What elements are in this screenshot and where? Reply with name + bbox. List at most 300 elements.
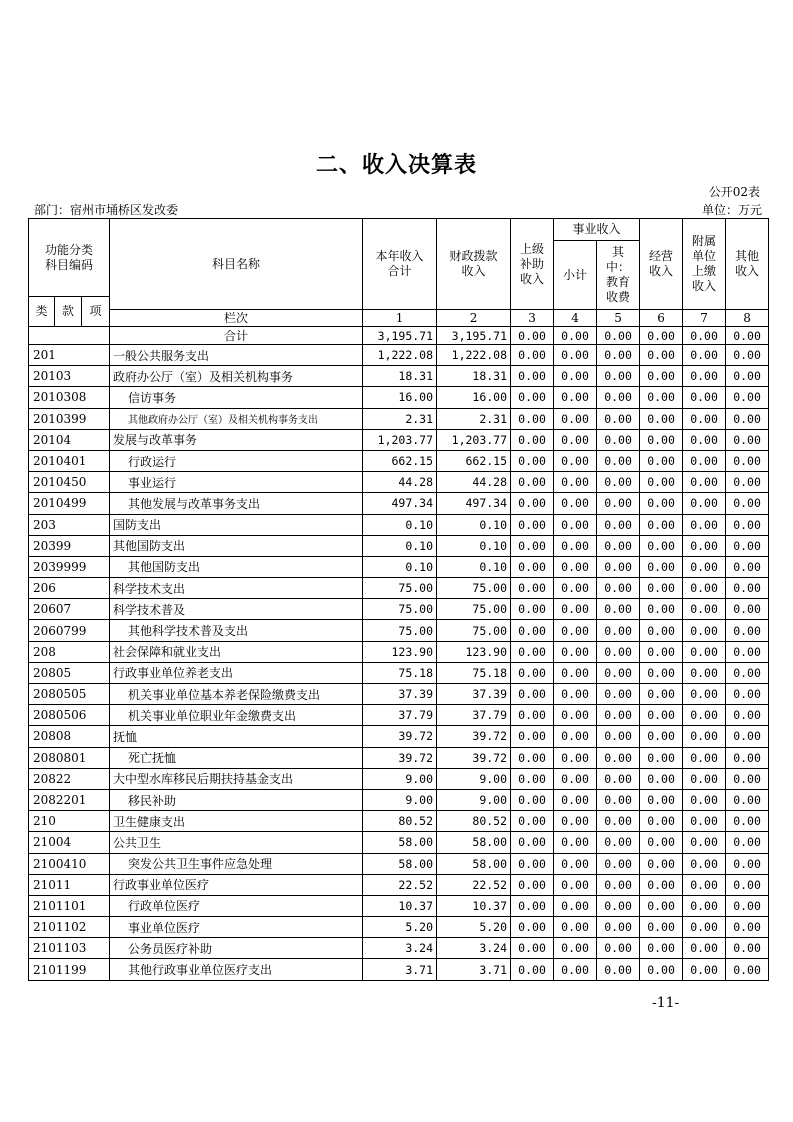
page-title: 二、收入决算表 [315,153,477,178]
row-zero-value: 0.00 [726,450,769,471]
row-total-income: 0.10 [363,556,437,577]
row-zero-value: 0.00 [597,345,640,366]
table-row [29,726,769,747]
row-fiscal-income: 5.20 [437,917,511,938]
row-code: 21004 [29,832,110,853]
row-zero-value: 0.00 [726,959,769,980]
row-zero-value: 0.00 [683,493,726,514]
row-zero-value: 0.00 [726,620,769,641]
row-zero-value: 0.00 [554,768,597,789]
row-subject-name: 其他政府办公厅（室）及相关机构事务支出 [110,408,363,429]
row-total-income: 58.00 [363,832,437,853]
row-zero-value: 0.00 [726,408,769,429]
row-subject-name: 移民补助 [110,789,363,810]
row-zero-value: 0.00 [640,917,683,938]
row-zero-value: 0.00 [683,747,726,768]
row-zero-value: 0.00 [640,662,683,683]
total-value: 0.00 [597,327,640,345]
row-total-income: 497.34 [363,493,437,514]
row-zero-value: 0.00 [554,811,597,832]
row-zero-value: 0.00 [640,684,683,705]
row-code: 20808 [29,726,110,747]
row-zero-value: 0.00 [726,895,769,916]
row-zero-value: 0.00 [511,705,554,726]
total-code-cell [29,327,110,345]
row-zero-value: 0.00 [597,514,640,535]
row-zero-value: 0.00 [597,684,640,705]
row-zero-value: 0.00 [597,874,640,895]
row-zero-value: 0.00 [511,938,554,959]
row-zero-value: 0.00 [511,620,554,641]
row-subject-name: 其他行政事业单位医疗支出 [110,959,363,980]
row-zero-value: 0.00 [597,578,640,599]
header-affiliated [683,219,726,310]
row-code: 2082201 [29,789,110,810]
row-zero-value: 0.00 [554,408,597,429]
row-subject-name: 科学技术普及 [110,599,363,620]
row-fiscal-income: 9.00 [437,768,511,789]
row-fiscal-income: 1,222.08 [437,345,511,366]
row-zero-value: 0.00 [640,493,683,514]
row-code: 20822 [29,768,110,789]
row-zero-value: 0.00 [726,599,769,620]
row-zero-value: 0.00 [726,556,769,577]
row-zero-value: 0.00 [511,917,554,938]
row-zero-value: 0.00 [640,811,683,832]
row-subject-name: 科学技术支出 [110,578,363,599]
table-row [29,917,769,938]
row-subject-name: 行政事业单位医疗 [110,874,363,895]
row-zero-value: 0.00 [511,726,554,747]
row-zero-value: 0.00 [597,366,640,387]
department-label: 部门：宿州市埇桥区发改委 [34,203,179,217]
unit-label: 单位：万元 [701,203,762,217]
row-code: 2010308 [29,387,110,408]
row-total-income: 1,203.77 [363,429,437,450]
row-zero-value: 0.00 [597,705,640,726]
row-total-income: 1,222.08 [363,345,437,366]
header-other [726,219,769,310]
row-zero-value: 0.00 [511,874,554,895]
table-row [29,789,769,810]
row-zero-value: 0.00 [554,493,597,514]
table-row [29,768,769,789]
row-total-income: 75.18 [363,662,437,683]
total-label: 合计 [110,327,363,345]
row-code: 201 [29,345,110,366]
row-zero-value: 0.00 [597,917,640,938]
row-subject-name: 事业运行 [110,472,363,493]
row-zero-value: 0.00 [554,599,597,620]
total-value: 0.00 [554,327,597,345]
total-value: 3,195.71 [437,327,511,345]
row-zero-value: 0.00 [597,472,640,493]
row-zero-value: 0.00 [511,345,554,366]
table-row [29,450,769,471]
row-zero-value: 0.00 [640,726,683,747]
row-zero-value: 0.00 [726,853,769,874]
row-code: 2101103 [29,938,110,959]
row-code: 2039999 [29,556,110,577]
header-total-income-text: 本年收入 合计 [375,249,424,278]
table-row [29,493,769,514]
header-operating-text: 经营 收入 [649,249,674,278]
page-number: -11- [652,995,680,1011]
col-num: 2 [437,310,511,327]
row-zero-value: 0.00 [726,684,769,705]
row-zero-value: 0.00 [511,832,554,853]
header-business-edu [597,241,640,310]
row-zero-value: 0.00 [554,641,597,662]
row-zero-value: 0.00 [726,493,769,514]
row-zero-value: 0.00 [683,684,726,705]
table-row [29,556,769,577]
row-zero-value: 0.00 [640,832,683,853]
row-zero-value: 0.00 [511,895,554,916]
row-subject-name: 公务员医疗补助 [110,938,363,959]
row-fiscal-income: 1,203.77 [437,429,511,450]
table-row [29,662,769,683]
row-code: 206 [29,578,110,599]
row-zero-value: 0.00 [511,535,554,556]
header-business-edu-text: 其 中： 教育 收费 [606,245,631,304]
row-subject-name: 卫生健康支出 [110,811,363,832]
row-zero-value: 0.00 [726,535,769,556]
row-zero-value: 0.00 [597,641,640,662]
row-zero-value: 0.00 [597,811,640,832]
row-total-income: 3.24 [363,938,437,959]
row-subject-name: 一般公共服务支出 [110,345,363,366]
row-total-income: 18.31 [363,366,437,387]
row-zero-value: 0.00 [554,535,597,556]
row-zero-value: 0.00 [683,938,726,959]
row-code: 2080505 [29,684,110,705]
row-zero-value: 0.00 [640,472,683,493]
row-zero-value: 0.00 [726,429,769,450]
row-zero-value: 0.00 [554,938,597,959]
row-zero-value: 0.00 [640,874,683,895]
table-row [29,535,769,556]
row-zero-value: 0.00 [683,535,726,556]
row-zero-value: 0.00 [640,387,683,408]
row-zero-value: 0.00 [683,387,726,408]
row-total-income: 44.28 [363,472,437,493]
header-fiscal [437,219,511,310]
row-fiscal-income: 16.00 [437,387,511,408]
row-zero-value: 0.00 [683,472,726,493]
row-fiscal-income: 37.79 [437,705,511,726]
row-subject-name: 社会保障和就业支出 [110,641,363,662]
total-value: 0.00 [726,327,769,345]
row-zero-value: 0.00 [683,366,726,387]
row-zero-value: 0.00 [640,768,683,789]
header-business: 事业收入 [554,219,640,241]
table-row [29,895,769,916]
row-zero-value: 0.00 [597,768,640,789]
row-zero-value: 0.00 [597,747,640,768]
row-code: 2101102 [29,917,110,938]
row-zero-value: 0.00 [511,811,554,832]
row-zero-value: 0.00 [726,789,769,810]
row-subject-name: 行政单位医疗 [110,895,363,916]
row-code: 2010401 [29,450,110,471]
header-superior [511,219,554,310]
table-row [29,874,769,895]
row-zero-value: 0.00 [554,366,597,387]
row-code: 210 [29,811,110,832]
row-zero-value: 0.00 [554,874,597,895]
row-zero-value: 0.00 [511,641,554,662]
row-total-income: 75.00 [363,578,437,599]
row-zero-value: 0.00 [683,917,726,938]
header-fiscal-text: 财政拨款 收入 [449,249,498,278]
row-zero-value: 0.00 [683,811,726,832]
row-code: 2080801 [29,747,110,768]
row-zero-value: 0.00 [683,408,726,429]
row-zero-value: 0.00 [554,917,597,938]
row-code: 20399 [29,535,110,556]
header-kuan: 款 [55,297,82,327]
row-code: 20103 [29,366,110,387]
header-operating [640,219,683,310]
row-subject-name: 行政运行 [110,450,363,471]
row-zero-value: 0.00 [597,938,640,959]
row-zero-value: 0.00 [597,450,640,471]
row-zero-value: 0.00 [511,514,554,535]
row-fiscal-income: 58.00 [437,832,511,853]
row-zero-value: 0.00 [511,662,554,683]
row-zero-value: 0.00 [640,789,683,810]
row-fiscal-income: 18.31 [437,366,511,387]
row-total-income: 75.00 [363,599,437,620]
row-total-income: 2.31 [363,408,437,429]
row-zero-value: 0.00 [554,450,597,471]
row-zero-value: 0.00 [597,895,640,916]
row-zero-value: 0.00 [511,684,554,705]
row-zero-value: 0.00 [640,514,683,535]
row-zero-value: 0.00 [597,408,640,429]
row-zero-value: 0.00 [683,599,726,620]
row-subject-name: 机关事业单位基本养老保险缴费支出 [110,684,363,705]
total-value: 0.00 [640,327,683,345]
total-value: 0.00 [511,327,554,345]
row-zero-value: 0.00 [640,556,683,577]
row-subject-name: 其他科学技术普及支出 [110,620,363,641]
row-zero-value: 0.00 [554,472,597,493]
row-total-income: 662.15 [363,450,437,471]
row-zero-value: 0.00 [640,747,683,768]
row-code: 2101101 [29,895,110,916]
row-zero-value: 0.00 [726,938,769,959]
row-zero-value: 0.00 [554,514,597,535]
header-subject-name: 科目名称 [110,219,363,310]
row-zero-value: 0.00 [511,450,554,471]
header-lei: 类 [29,297,55,327]
total-value: 0.00 [683,327,726,345]
row-zero-value: 0.00 [511,429,554,450]
row-subject-name: 大中型水库移民后期扶持基金支出 [110,768,363,789]
row-zero-value: 0.00 [683,429,726,450]
row-zero-value: 0.00 [511,853,554,874]
row-zero-value: 0.00 [726,578,769,599]
row-zero-value: 0.00 [683,959,726,980]
row-total-income: 5.20 [363,917,437,938]
header-func-code [29,219,110,297]
header-func-code-text: 功能分类 科目编码 [45,242,94,272]
table-row [29,578,769,599]
income-table [28,218,769,981]
row-zero-value: 0.00 [726,874,769,895]
row-zero-value: 0.00 [726,345,769,366]
table-row [29,387,769,408]
table-row [29,853,769,874]
row-zero-value: 0.00 [640,705,683,726]
row-code: 21011 [29,874,110,895]
col-num: 7 [683,310,726,327]
table-row [29,832,769,853]
row-fiscal-income: 75.00 [437,578,511,599]
row-zero-value: 0.00 [511,556,554,577]
row-zero-value: 0.00 [640,620,683,641]
row-zero-value: 0.00 [554,578,597,599]
table-row [29,811,769,832]
header-total-income [363,219,437,310]
header-lanci: 栏次 [110,310,363,327]
row-zero-value: 0.00 [683,578,726,599]
row-zero-value: 0.00 [683,450,726,471]
row-zero-value: 0.00 [554,345,597,366]
col-num: 1 [363,310,437,327]
header-xiang: 项 [82,297,110,327]
table-row [29,599,769,620]
row-zero-value: 0.00 [597,959,640,980]
row-zero-value: 0.00 [511,408,554,429]
row-fiscal-income: 0.10 [437,556,511,577]
row-zero-value: 0.00 [511,387,554,408]
row-zero-value: 0.00 [554,832,597,853]
row-zero-value: 0.00 [683,641,726,662]
row-zero-value: 0.00 [683,345,726,366]
row-zero-value: 0.00 [683,832,726,853]
table-row [29,514,769,535]
row-fiscal-income: 3.24 [437,938,511,959]
row-subject-name: 国防支出 [110,514,363,535]
row-fiscal-income: 3.71 [437,959,511,980]
row-fiscal-income: 123.90 [437,641,511,662]
total-value: 3,195.71 [363,327,437,345]
row-subject-name: 事业单位医疗 [110,917,363,938]
row-zero-value: 0.00 [597,620,640,641]
col-num: 6 [640,310,683,327]
row-code: 2010450 [29,472,110,493]
row-code: 2060799 [29,620,110,641]
row-zero-value: 0.00 [554,684,597,705]
table-row [29,366,769,387]
row-zero-value: 0.00 [597,493,640,514]
row-zero-value: 0.00 [640,408,683,429]
row-zero-value: 0.00 [683,620,726,641]
header-superior-text: 上级 补助 收入 [520,241,545,286]
row-zero-value: 0.00 [683,895,726,916]
row-zero-value: 0.00 [640,853,683,874]
table-row [29,705,769,726]
row-code: 203 [29,514,110,535]
row-fiscal-income: 0.10 [437,514,511,535]
row-zero-value: 0.00 [597,726,640,747]
row-zero-value: 0.00 [511,493,554,514]
row-zero-value: 0.00 [511,599,554,620]
row-subject-name: 其他国防支出 [110,556,363,577]
row-zero-value: 0.00 [683,789,726,810]
row-zero-value: 0.00 [726,366,769,387]
row-fiscal-income: 75.18 [437,662,511,683]
row-zero-value: 0.00 [511,747,554,768]
row-zero-value: 0.00 [640,938,683,959]
header-other-text: 其他 收入 [735,249,760,278]
row-zero-value: 0.00 [554,705,597,726]
row-fiscal-income: 58.00 [437,853,511,874]
table-row [29,684,769,705]
row-zero-value: 0.00 [597,599,640,620]
row-zero-value: 0.00 [511,472,554,493]
row-total-income: 0.10 [363,514,437,535]
row-zero-value: 0.00 [640,599,683,620]
row-fiscal-income: 10.37 [437,895,511,916]
row-fiscal-income: 44.28 [437,472,511,493]
row-zero-value: 0.00 [683,662,726,683]
row-zero-value: 0.00 [726,662,769,683]
row-zero-value: 0.00 [683,514,726,535]
row-zero-value: 0.00 [640,366,683,387]
row-total-income: 0.10 [363,535,437,556]
row-zero-value: 0.00 [511,768,554,789]
row-fiscal-income: 75.00 [437,599,511,620]
row-fiscal-income: 37.39 [437,684,511,705]
header-affiliated-text: 附属 单位 上缴 收入 [692,234,717,293]
row-total-income: 9.00 [363,768,437,789]
row-total-income: 123.90 [363,641,437,662]
table-row [29,959,769,980]
table-row [29,620,769,641]
row-zero-value: 0.00 [554,726,597,747]
row-zero-value: 0.00 [554,556,597,577]
row-zero-value: 0.00 [511,959,554,980]
row-code: 2010399 [29,408,110,429]
row-zero-value: 0.00 [726,641,769,662]
row-zero-value: 0.00 [640,641,683,662]
table-row [29,472,769,493]
row-zero-value: 0.00 [726,726,769,747]
row-code: 208 [29,641,110,662]
row-total-income: 37.39 [363,684,437,705]
row-subject-name: 机关事业单位职业年金缴费支出 [110,705,363,726]
row-total-income: 3.71 [363,959,437,980]
row-total-income: 39.72 [363,726,437,747]
row-total-income: 9.00 [363,789,437,810]
row-total-income: 58.00 [363,853,437,874]
row-zero-value: 0.00 [640,959,683,980]
col-num: 4 [554,310,597,327]
row-zero-value: 0.00 [726,832,769,853]
row-zero-value: 0.00 [597,429,640,450]
row-total-income: 37.79 [363,705,437,726]
row-zero-value: 0.00 [554,789,597,810]
row-zero-value: 0.00 [554,620,597,641]
table-row [29,747,769,768]
row-total-income: 39.72 [363,747,437,768]
row-zero-value: 0.00 [597,832,640,853]
row-zero-value: 0.00 [554,662,597,683]
